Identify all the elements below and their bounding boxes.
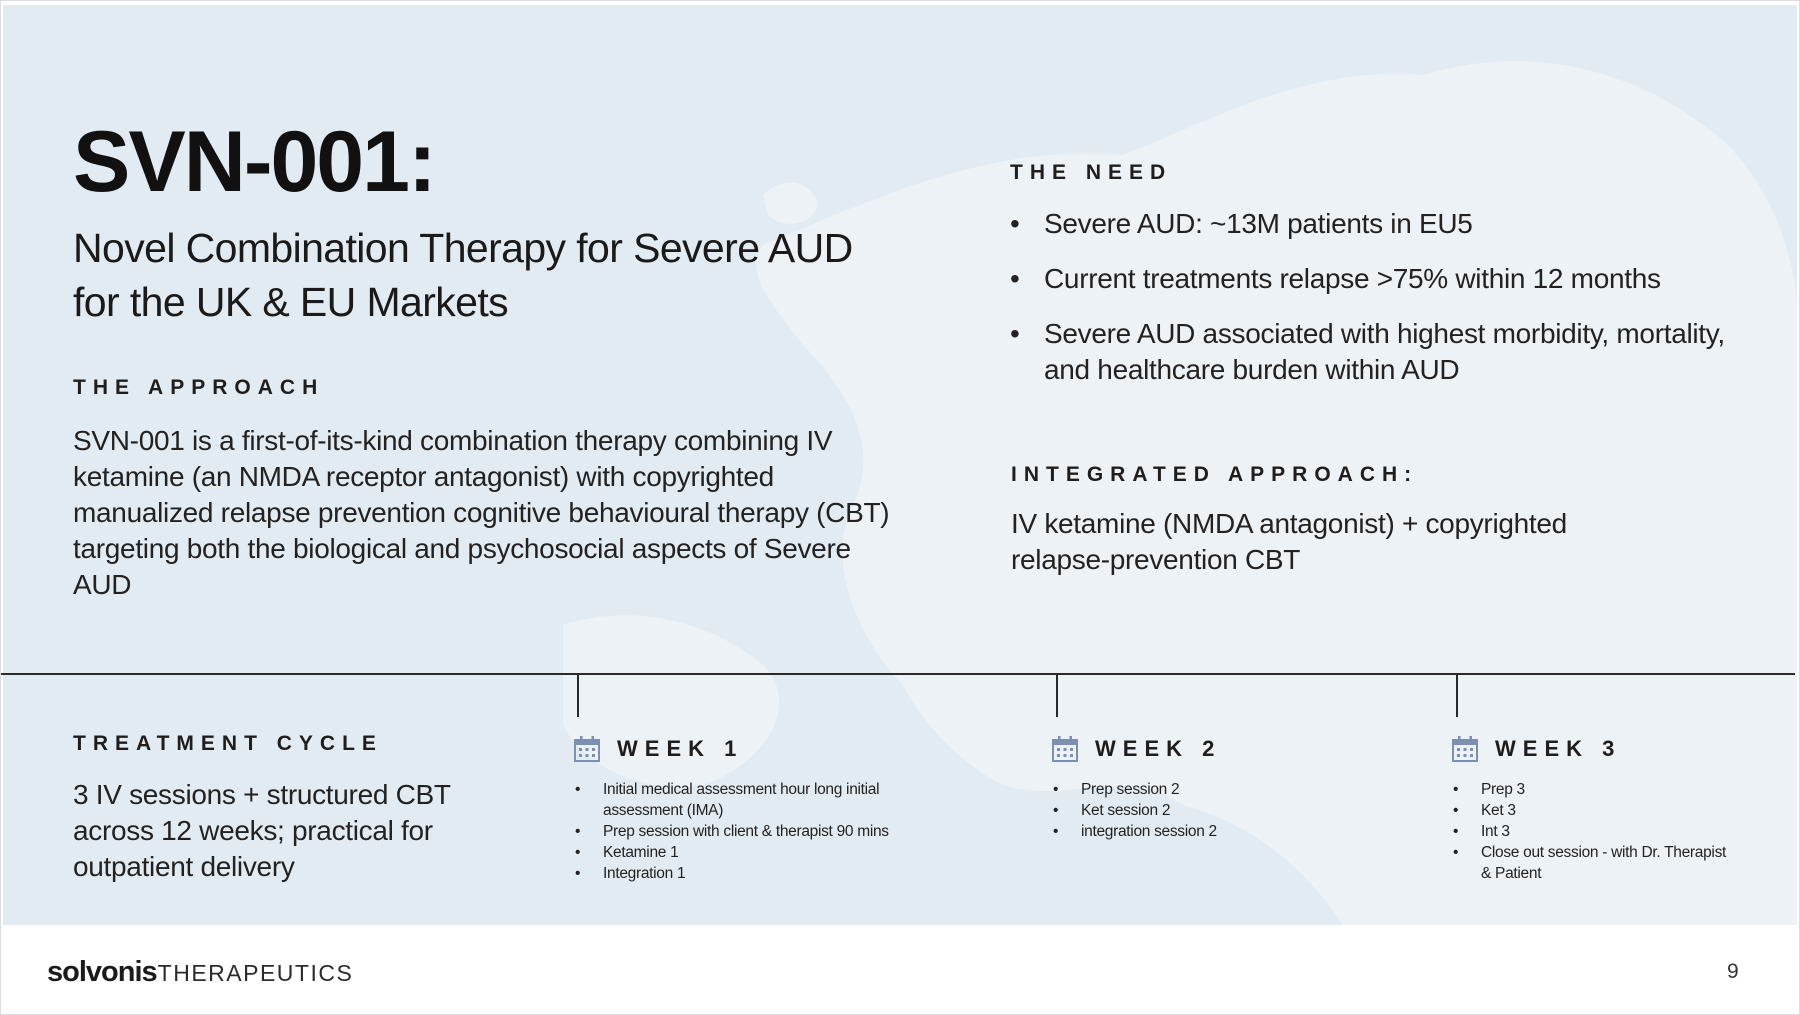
treatment-cycle-heading: TREATMENT CYCLE (73, 732, 383, 755)
week-1-list (573, 779, 953, 884)
slide-title: SVN-001: (73, 114, 435, 210)
calendar-icon (1051, 735, 1079, 763)
approach-text: SVN-001 is a first-of-its-kind combination therapy combining IV ketamine (an NMDA receptor antagonist) with copyrighted manualized relapse prevention cognitive behavioural therapy (CBT) targeting both the biological and psychosocial aspects of Severe AUD (73, 425, 890, 600)
company-logo (47, 956, 353, 989)
week-1-block (573, 735, 953, 884)
week-3-block (1451, 735, 1731, 884)
week-item: • Integration 1 (573, 863, 953, 884)
week-item: • Int 3 (1451, 821, 1731, 842)
week-item: • Prep session with client & therapist 90 mins (573, 821, 953, 842)
need-item: • Current treatments relapse >75% within 12 months (1010, 261, 1730, 297)
slide-subtitle: Novel Combination Therapy for Severe AUD for the UK & EU Markets (73, 225, 853, 325)
week-item: • Prep session 2 (1051, 779, 1381, 800)
integrated-approach-text: IV ketamine (NMDA antagonist) + copyrighted relapse-prevention CBT (1011, 508, 1567, 575)
week-item: • Prep 3 (1451, 779, 1731, 800)
treatment-cycle-text: 3 IV sessions + structured CBT across 12 weeks; practical for outpatient delivery (73, 779, 451, 882)
need-item: • Severe AUD: ~13M patients in EU5 (1010, 206, 1730, 242)
timeline-tick (1056, 675, 1058, 717)
integrated-approach-heading: INTEGRATED APPROACH: (1011, 463, 1419, 486)
timeline-rule (1, 673, 1795, 675)
week-3-list (1451, 779, 1731, 884)
need-heading: THE NEED (1010, 161, 1173, 184)
brand-suffix: THERAPEUTICS (157, 960, 354, 986)
timeline-tick (577, 675, 579, 717)
week-title: WEEK 3 (1495, 736, 1622, 761)
week-2-block (1051, 735, 1381, 842)
week-item: • Ketamine 1 (573, 842, 953, 863)
week-2-list (1051, 779, 1381, 842)
week-item: • Ket 3 (1451, 800, 1731, 821)
brand-name: solvonis (47, 956, 157, 988)
approach-heading: THE APPROACH (73, 376, 325, 399)
week-title: WEEK 2 (1095, 736, 1222, 761)
week-item: • Initial medical assessment hour long initial assessment (IMA) (573, 779, 953, 821)
calendar-icon (1451, 735, 1479, 763)
need-list (1010, 206, 1730, 407)
timeline-tick (1456, 675, 1458, 717)
calendar-icon (573, 735, 601, 763)
page-number: 9 (1727, 960, 1739, 983)
week-item: • integration session 2 (1051, 821, 1381, 842)
week-title: WEEK 1 (617, 736, 744, 761)
need-item: • Severe AUD associated with highest morbidity, mortality, and healthcare burden within AUD (1010, 316, 1730, 388)
week-item: • Ket session 2 (1051, 800, 1381, 821)
week-item: • Close out session - with Dr. Therapist & Patient (1451, 842, 1731, 884)
